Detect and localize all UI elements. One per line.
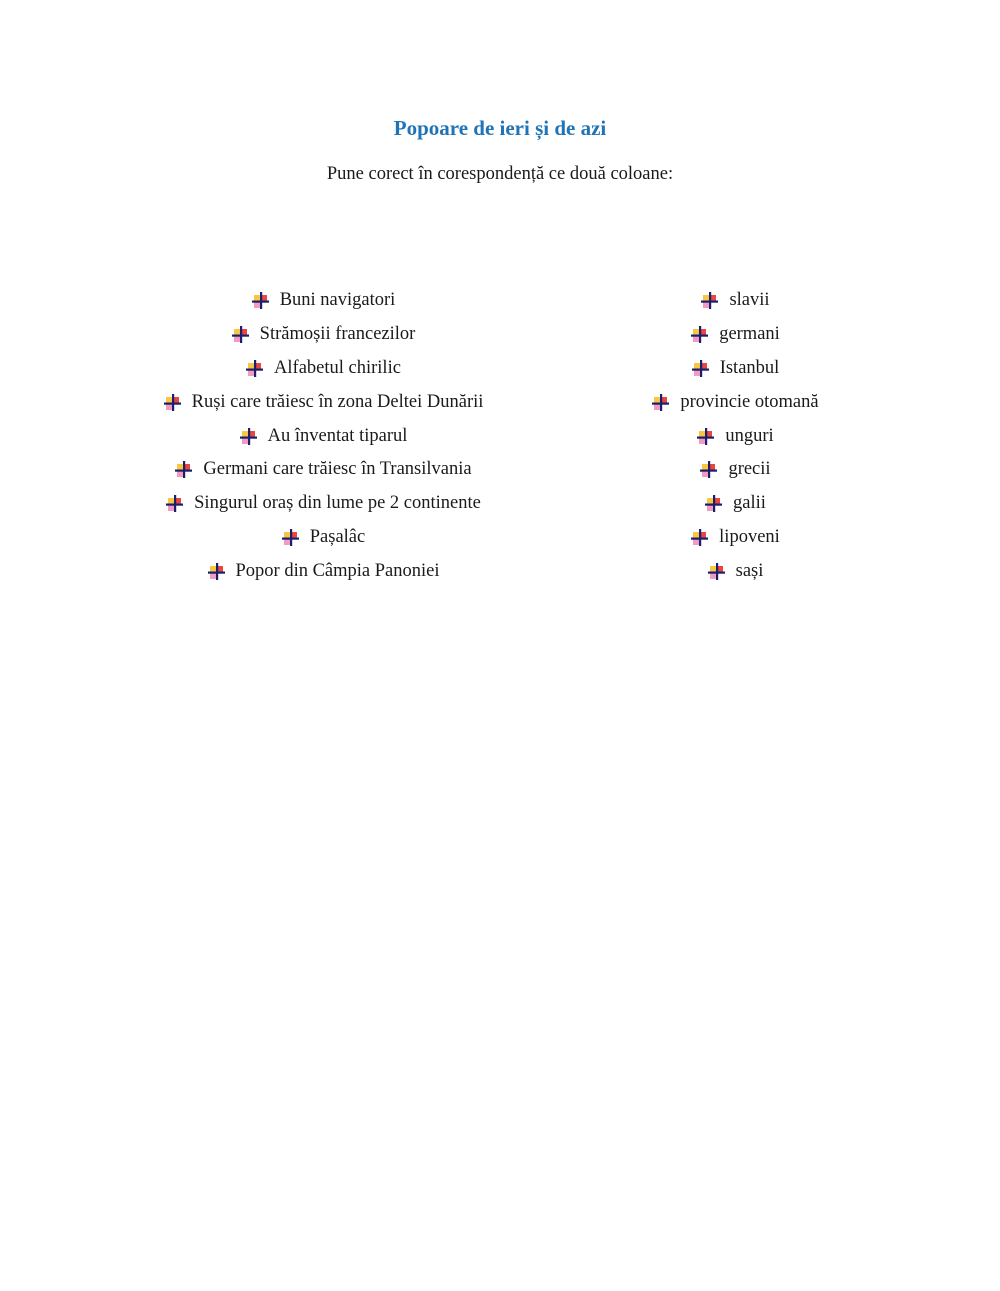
right-column-item (600, 521, 870, 555)
bullet-arrow-icon (696, 427, 715, 446)
bullet-arrow-icon (245, 359, 264, 378)
bullet-arrow-icon (239, 427, 258, 446)
bullet-arrow-icon (691, 359, 710, 378)
bullet-arrow-icon (251, 291, 270, 310)
left-column-item-text: Au înventat tiparul (267, 425, 408, 446)
left-column-item (88, 385, 558, 419)
bullet-arrow-icon (690, 528, 709, 547)
bullet-arrow-icon (651, 393, 670, 412)
left-column-item-text: Buni navigatori (279, 290, 396, 311)
right-column-item-text: unguri (725, 425, 774, 446)
right-column-item (600, 554, 870, 588)
right-column-list (600, 284, 870, 588)
left-column-item-text: Ruși care trăiesc în zona Deltei Dunării (191, 391, 484, 412)
left-column-item (88, 284, 558, 318)
right-column-item-text: sași (735, 560, 764, 581)
right-column-item (600, 419, 870, 453)
bullet-arrow-icon (207, 562, 226, 581)
page-title: Popoare de ieri și de azi (393, 116, 607, 140)
right-column-item-text: slavii (729, 290, 770, 311)
bullet-arrow-icon (700, 291, 719, 310)
right-column-item-text: provincie otomană (680, 391, 819, 412)
left-column-item (88, 554, 558, 588)
right-column-item (600, 385, 870, 419)
right-column-item-text: lipoveni (719, 526, 780, 547)
bullet-arrow-icon (165, 494, 184, 513)
right-column-item (600, 453, 870, 487)
left-column-item (88, 419, 558, 453)
bullet-arrow-icon (281, 528, 300, 547)
bullet-arrow-icon (231, 325, 250, 344)
left-column-item-text: Strămoșii francezilor (259, 324, 416, 345)
bullet-arrow-icon (704, 494, 723, 513)
left-column-item (88, 453, 558, 487)
right-column-item-text: Istanbul (719, 357, 780, 378)
left-column-item (88, 487, 558, 521)
right-column-item-text: galii (733, 493, 766, 514)
instruction-text: Pune corect în corespondență ce două coloane: (326, 164, 674, 184)
bullet-arrow-icon (707, 562, 726, 581)
bullet-arrow-icon (174, 460, 193, 479)
left-column-item-text: Germani care trăiesc în Transilvania (203, 459, 472, 480)
bullet-arrow-icon (699, 460, 718, 479)
right-column-item (600, 284, 870, 318)
right-column-item (600, 318, 870, 352)
right-column-item (600, 487, 870, 521)
left-column-item-text: Singurul oraș din lume pe 2 continente (194, 493, 481, 514)
left-column-list (88, 284, 558, 588)
left-column-item-text: Alfabetul chirilic (274, 357, 401, 378)
left-column-item-text: Popor din Câmpia Panoniei (235, 560, 440, 581)
left-column-item (88, 352, 558, 386)
right-column-item-text: germani (719, 324, 780, 345)
bullet-arrow-icon (163, 393, 182, 412)
left-column-item-text: Pașalâc (309, 526, 366, 547)
right-column-item-text: grecii (728, 459, 771, 480)
left-column-item (88, 521, 558, 555)
right-column-item (600, 352, 870, 386)
left-column-item (88, 318, 558, 352)
bullet-arrow-icon (690, 325, 709, 344)
